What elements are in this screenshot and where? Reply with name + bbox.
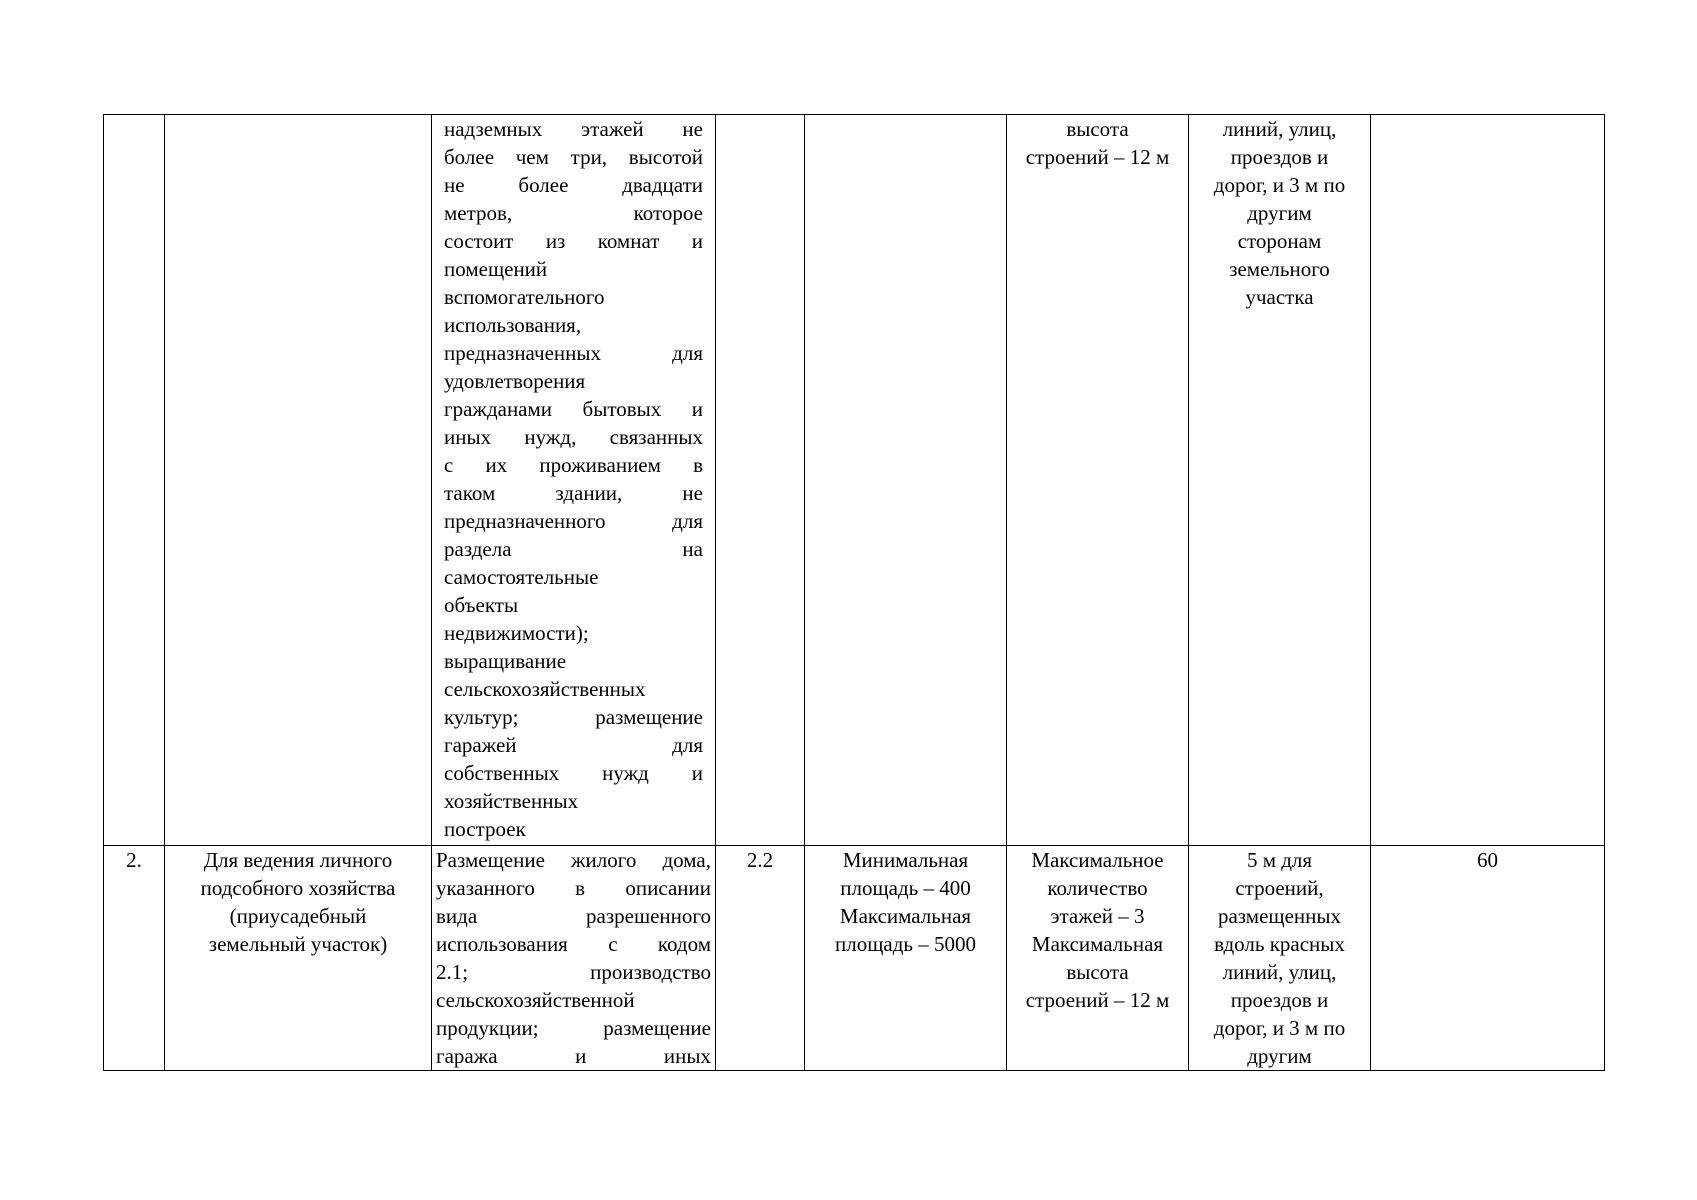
- text-line: сельскохозяйственных: [444, 677, 646, 701]
- description-text: [436, 846, 711, 1070]
- text-line: метров, которое: [444, 201, 703, 225]
- text-line: проездов и: [1230, 145, 1329, 169]
- text-line: Максимальное: [1031, 848, 1164, 872]
- row-number-cell: 2.: [104, 846, 165, 1071]
- height-cell: [1007, 115, 1189, 846]
- setback-cell: [1189, 115, 1371, 846]
- land-use-name-cell: [165, 115, 432, 846]
- height-text: [1011, 115, 1184, 171]
- text-line: удовлетворения: [444, 369, 586, 393]
- text-line: с их проживанием в: [444, 453, 703, 477]
- text-line: высота: [1066, 117, 1129, 141]
- text-line: использования с кодом: [436, 932, 711, 956]
- text-line: недвижимости);: [444, 621, 589, 645]
- text-line: раздела на: [444, 537, 703, 561]
- text-line: земельного: [1229, 257, 1330, 281]
- text-line: (приусадебный: [229, 904, 367, 928]
- text-line: площадь – 400: [840, 876, 971, 900]
- setback-text: [1193, 846, 1366, 1070]
- height-cell: [1007, 846, 1189, 1071]
- code-cell: [716, 115, 805, 846]
- text-line: строений,: [1235, 876, 1324, 900]
- land-use-name-text: [169, 846, 427, 958]
- area-cell: [805, 846, 1007, 1071]
- text-line: не более двадцати: [444, 173, 703, 197]
- text-line: более чем три, высотой: [444, 145, 703, 169]
- text-line: 5 м для: [1246, 848, 1313, 872]
- setback-cell: [1189, 846, 1371, 1071]
- text-line: участка: [1245, 285, 1314, 309]
- text-line: Для ведения личного: [203, 848, 393, 872]
- text-line: линий, улиц,: [1222, 960, 1337, 984]
- description-cell: [432, 115, 716, 846]
- percent-cell: [1371, 115, 1605, 846]
- text-line: сельскохозяйственной: [436, 988, 635, 1012]
- text-line: таком здании, не: [444, 481, 703, 505]
- text-line: самостоятельные: [444, 565, 599, 589]
- text-line: помещений: [444, 257, 548, 281]
- text-line: состоит из комнат и: [444, 229, 703, 253]
- text-line: дорог, и 3 м по: [1213, 173, 1346, 197]
- text-line: указанного в описании: [436, 876, 711, 900]
- text-line: предназначенного для: [444, 509, 703, 533]
- text-line: Минимальная: [842, 848, 969, 872]
- table-row: [104, 115, 1605, 846]
- text-line: культур; размещение: [444, 705, 703, 729]
- text-line: строений – 12 м: [1025, 145, 1170, 169]
- text-line: Размещение жилого дома,: [436, 848, 711, 872]
- land-use-name-cell: [165, 846, 432, 1071]
- text-line: продукции; размещение: [436, 1016, 711, 1040]
- area-cell: [805, 115, 1007, 846]
- text-line: гаражей для: [444, 733, 703, 757]
- text-line: использования,: [444, 313, 582, 337]
- text-line: другим: [1247, 1044, 1312, 1068]
- text-line: собственных нужд и: [444, 761, 703, 785]
- text-line: Максимальная: [839, 904, 972, 928]
- text-line: строений – 12 м: [1025, 988, 1170, 1012]
- text-line: количество: [1047, 876, 1148, 900]
- height-text: [1011, 846, 1184, 1014]
- text-line: проездов и: [1230, 988, 1329, 1012]
- description-cell: [432, 846, 716, 1071]
- text-line: Максимальная: [1031, 932, 1164, 956]
- text-line: дорог, и 3 м по: [1213, 1016, 1346, 1040]
- text-line: другим: [1247, 201, 1312, 225]
- text-line: земельный участок): [208, 932, 388, 956]
- text-line: вспомогательного: [444, 285, 605, 309]
- text-line: линий, улиц,: [1222, 117, 1337, 141]
- text-line: предназначенных для: [444, 341, 703, 365]
- text-line: вида разрешенного: [436, 904, 711, 928]
- percent-cell: 60: [1371, 846, 1605, 1071]
- area-text: [809, 846, 1002, 958]
- text-line: размещенных: [1217, 904, 1341, 928]
- code-cell: 2.2: [716, 846, 805, 1071]
- text-line: объекты: [444, 593, 519, 617]
- text-line: подсобного хозяйства: [200, 876, 396, 900]
- text-line: гаража и иных: [436, 1044, 711, 1068]
- description-text: [436, 115, 711, 843]
- row-number-cell: [104, 115, 165, 846]
- text-line: гражданами бытовых и: [444, 397, 703, 421]
- text-line: 2.1; производство: [436, 960, 711, 984]
- text-line: иных нужд, связанных: [444, 425, 703, 449]
- table-row: [104, 846, 1605, 1071]
- text-line: построек: [444, 817, 526, 841]
- text-line: этажей – 3: [1050, 904, 1145, 928]
- text-line: высота: [1066, 960, 1129, 984]
- text-line: надземных этажей не: [444, 117, 703, 141]
- setback-text: [1193, 115, 1366, 311]
- text-line: сторонам: [1237, 229, 1322, 253]
- text-line: площадь – 5000: [835, 932, 976, 956]
- text-line: хозяйственных: [444, 789, 579, 813]
- land-use-table: [103, 114, 1605, 1071]
- text-line: выращивание: [444, 649, 567, 673]
- text-line: вдоль красных: [1214, 932, 1345, 956]
